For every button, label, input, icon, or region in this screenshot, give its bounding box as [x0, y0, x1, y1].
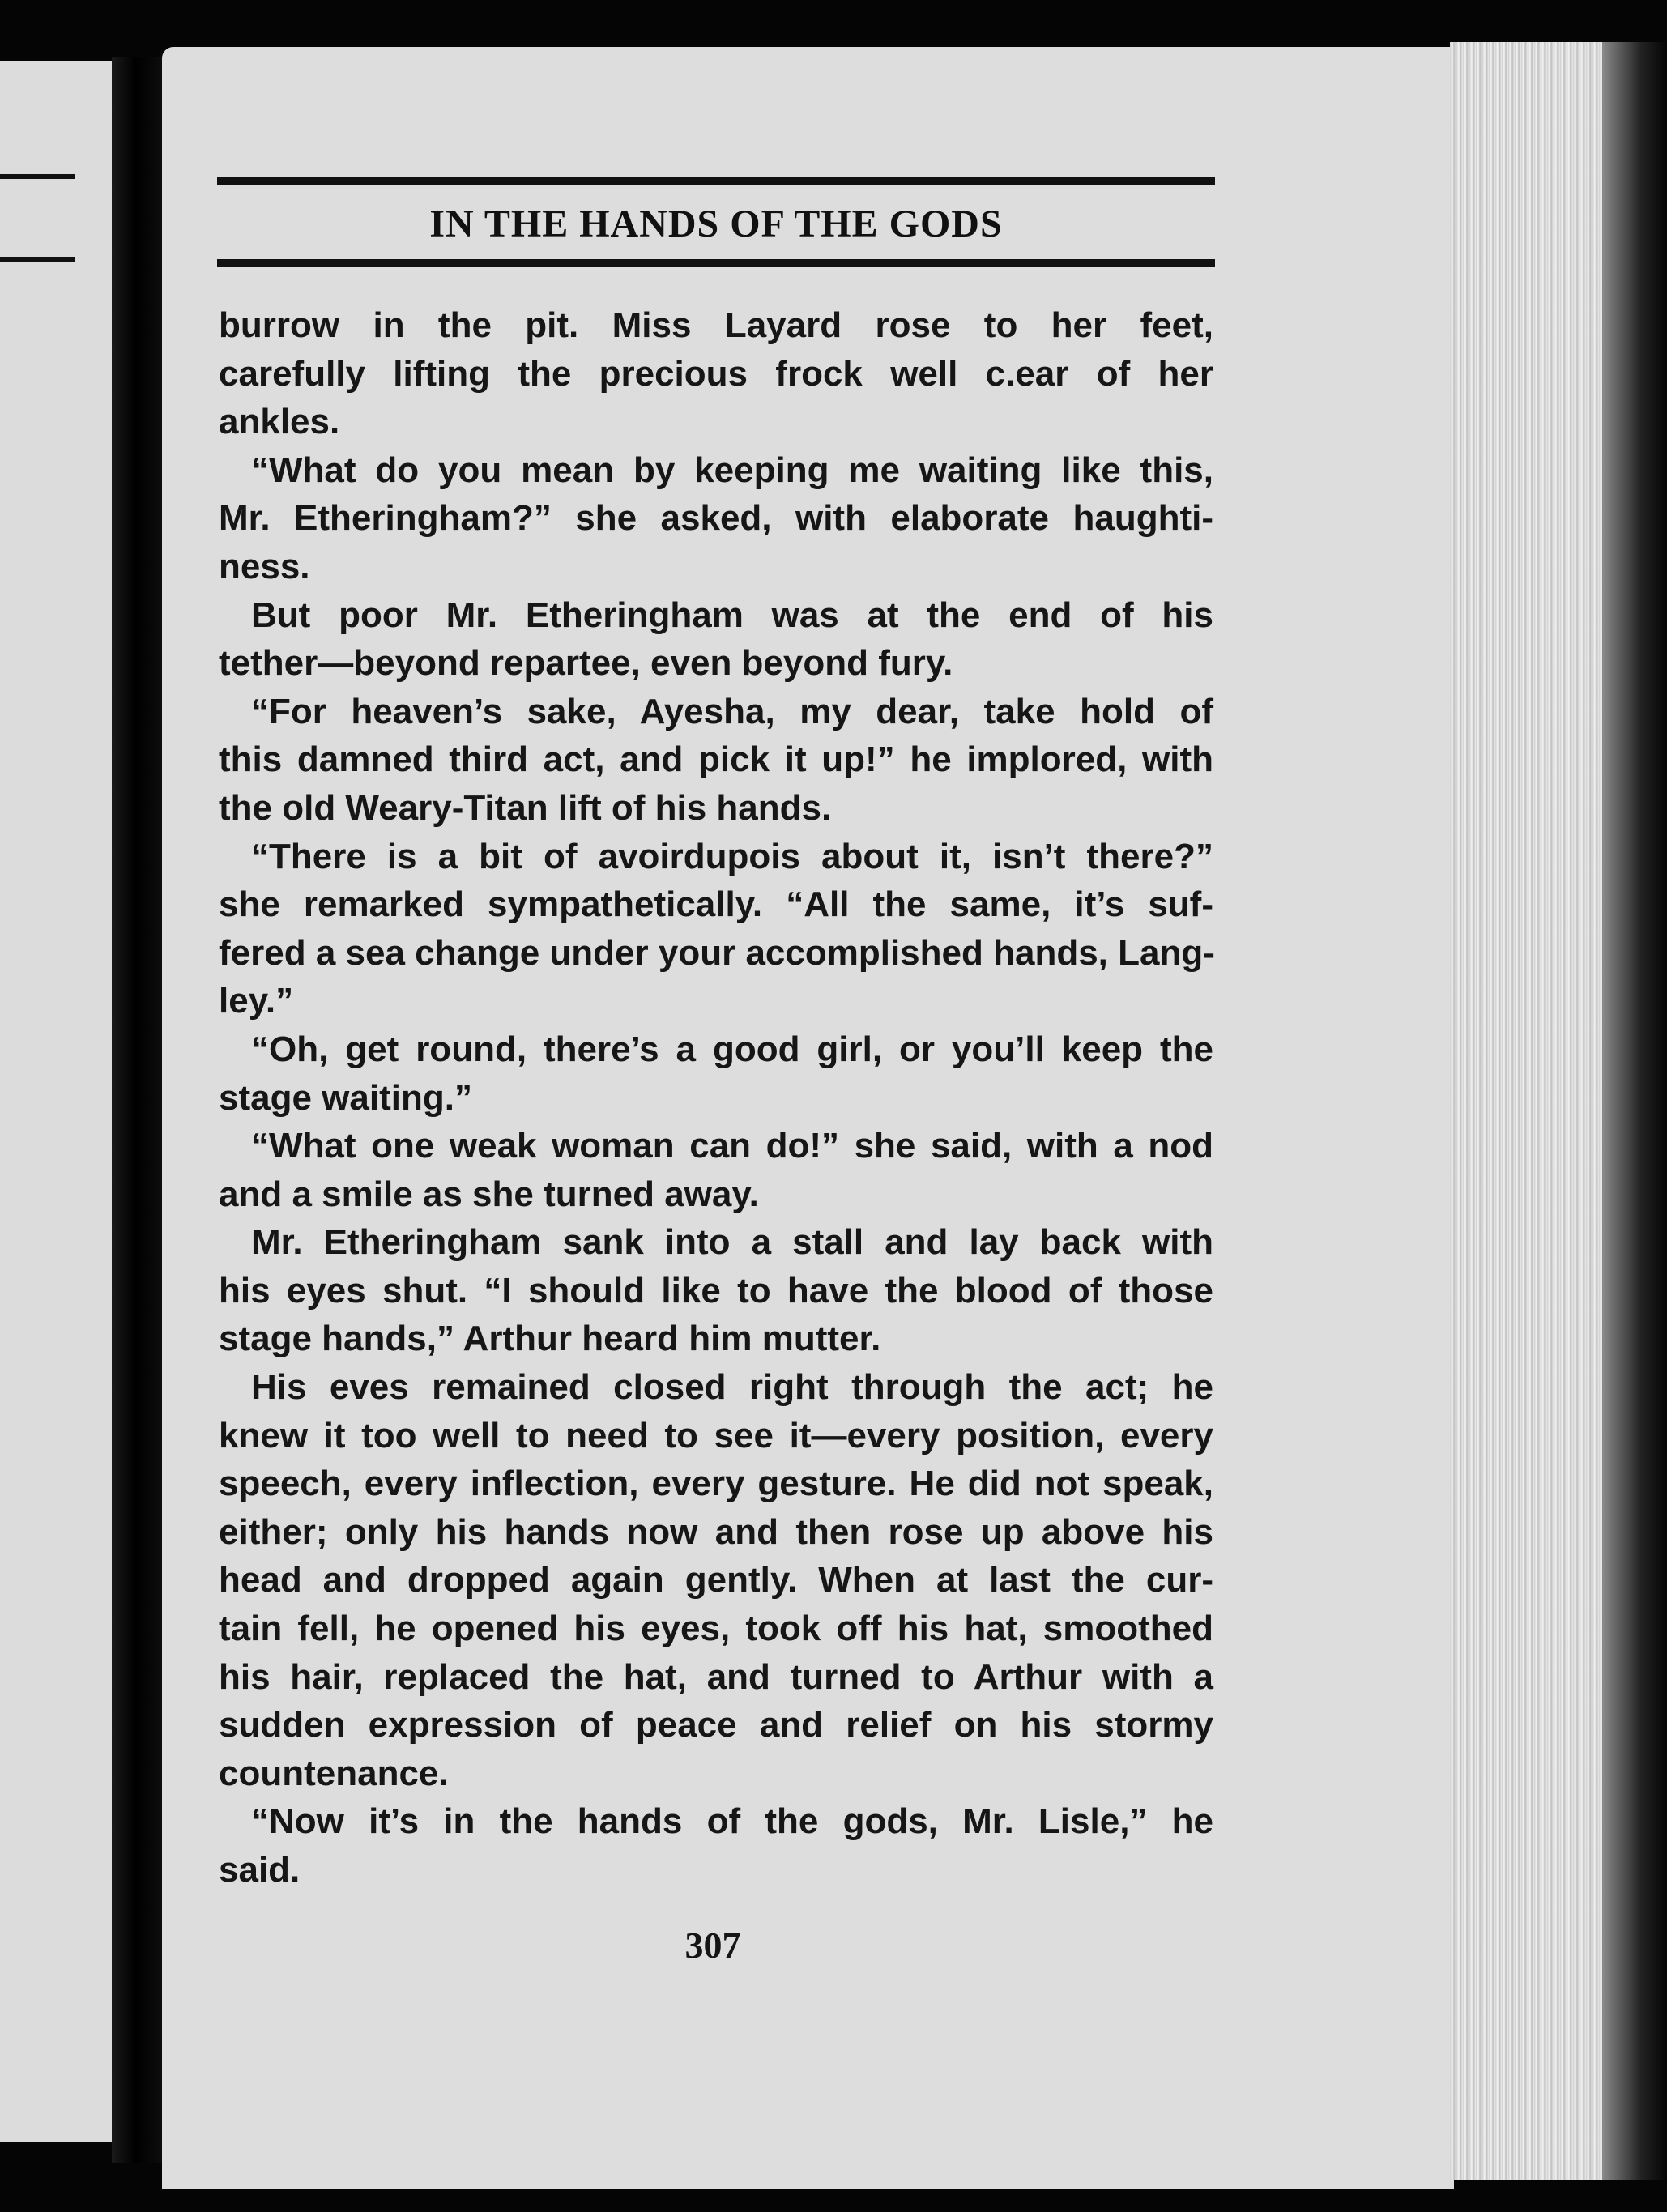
text-line: His eves remained closed right through the act; he [251, 1367, 1213, 1408]
text-line: burrow in the pit. Miss Layard rose to her feet, [219, 305, 1213, 345]
text-line: carefully lifting the precious frock well c.ear of her [219, 353, 1213, 394]
text-line: either; only his hands now and then rose up above his [219, 1511, 1213, 1552]
text-line: “What one weak woman can do!” she said, with a nod [251, 1126, 1213, 1166]
text-line: “For heaven’s sake, Ayesha, my dear, take hold of [251, 691, 1213, 731]
left-page [0, 61, 122, 2142]
text-line: Mr. Etheringham sank into a stall and lay back with [251, 1222, 1213, 1263]
page-edge [1450, 42, 1604, 2180]
text-line: speech, every inflection, every gesture. He did not speak, [219, 1464, 1213, 1504]
text-line: stage waiting.” [219, 1077, 472, 1118]
text-line: ness. [219, 546, 310, 586]
text-line: knew it too well to need to see it—every position, every [219, 1415, 1213, 1455]
text-line: tain fell, he opened his eyes, took off his hat, smoothed [219, 1609, 1213, 1649]
text-line: sudden expression of peace and relief on his stormy [219, 1705, 1213, 1745]
text-line: “There is a bit of avoirdupois about it, isn’t there?” [251, 836, 1213, 876]
text-line: Mr. Etheringham?” she asked, with elaborate haughti- [219, 498, 1213, 539]
text-line: and a smile as she turned away. [219, 1174, 759, 1214]
text-line: the old Weary-Titan lift of his hands. [219, 787, 832, 828]
page-number: 307 [684, 1924, 741, 1966]
text-line: this damned third act, and pick it up!” he implored, with [219, 739, 1213, 780]
text-line: ankles. [219, 402, 340, 442]
left-page-rule-bottom [0, 257, 75, 262]
text-line: “What do you mean by keeping me waiting like this, [251, 450, 1213, 490]
running-head [217, 177, 1215, 267]
running-head-title: IN THE HANDS OF THE GODS [429, 202, 1003, 245]
text-line: said. [219, 1850, 301, 1890]
header-rule-top [217, 177, 1215, 185]
text-line: ley.” [219, 981, 294, 1021]
text-line: But poor Mr. Etheringham was at the end of his [251, 595, 1213, 635]
text-line: fered a sea change under your accomplished hands, Lang- [219, 932, 1215, 973]
left-page-rule-top [0, 174, 75, 179]
text-line: head and dropped again gently. When at last the cur- [219, 1560, 1213, 1600]
text-line: his eyes shut. “I should like to have the blood of those [219, 1270, 1213, 1311]
text-line: stage hands,” Arthur heard him mutter. [219, 1319, 881, 1359]
header-rule-bottom [217, 259, 1215, 267]
text-line: tether—beyond repartee, even beyond fury. [219, 643, 953, 684]
text-line: countenance. [219, 1753, 449, 1793]
body-text [219, 301, 1213, 1894]
text-line: she remarked sympathetically. “All the same, it’s suf- [219, 884, 1213, 925]
text-line: “Now it’s in the hands of the gods, Mr. Lisle,” he [251, 1801, 1213, 1842]
text-line: “Oh, get round, there’s a good girl, or you’ll keep the [251, 1029, 1213, 1069]
page-edge-shadow [1602, 42, 1667, 2180]
text-line: his hair, replaced the hat, and turned to Arthur with a [219, 1656, 1213, 1697]
